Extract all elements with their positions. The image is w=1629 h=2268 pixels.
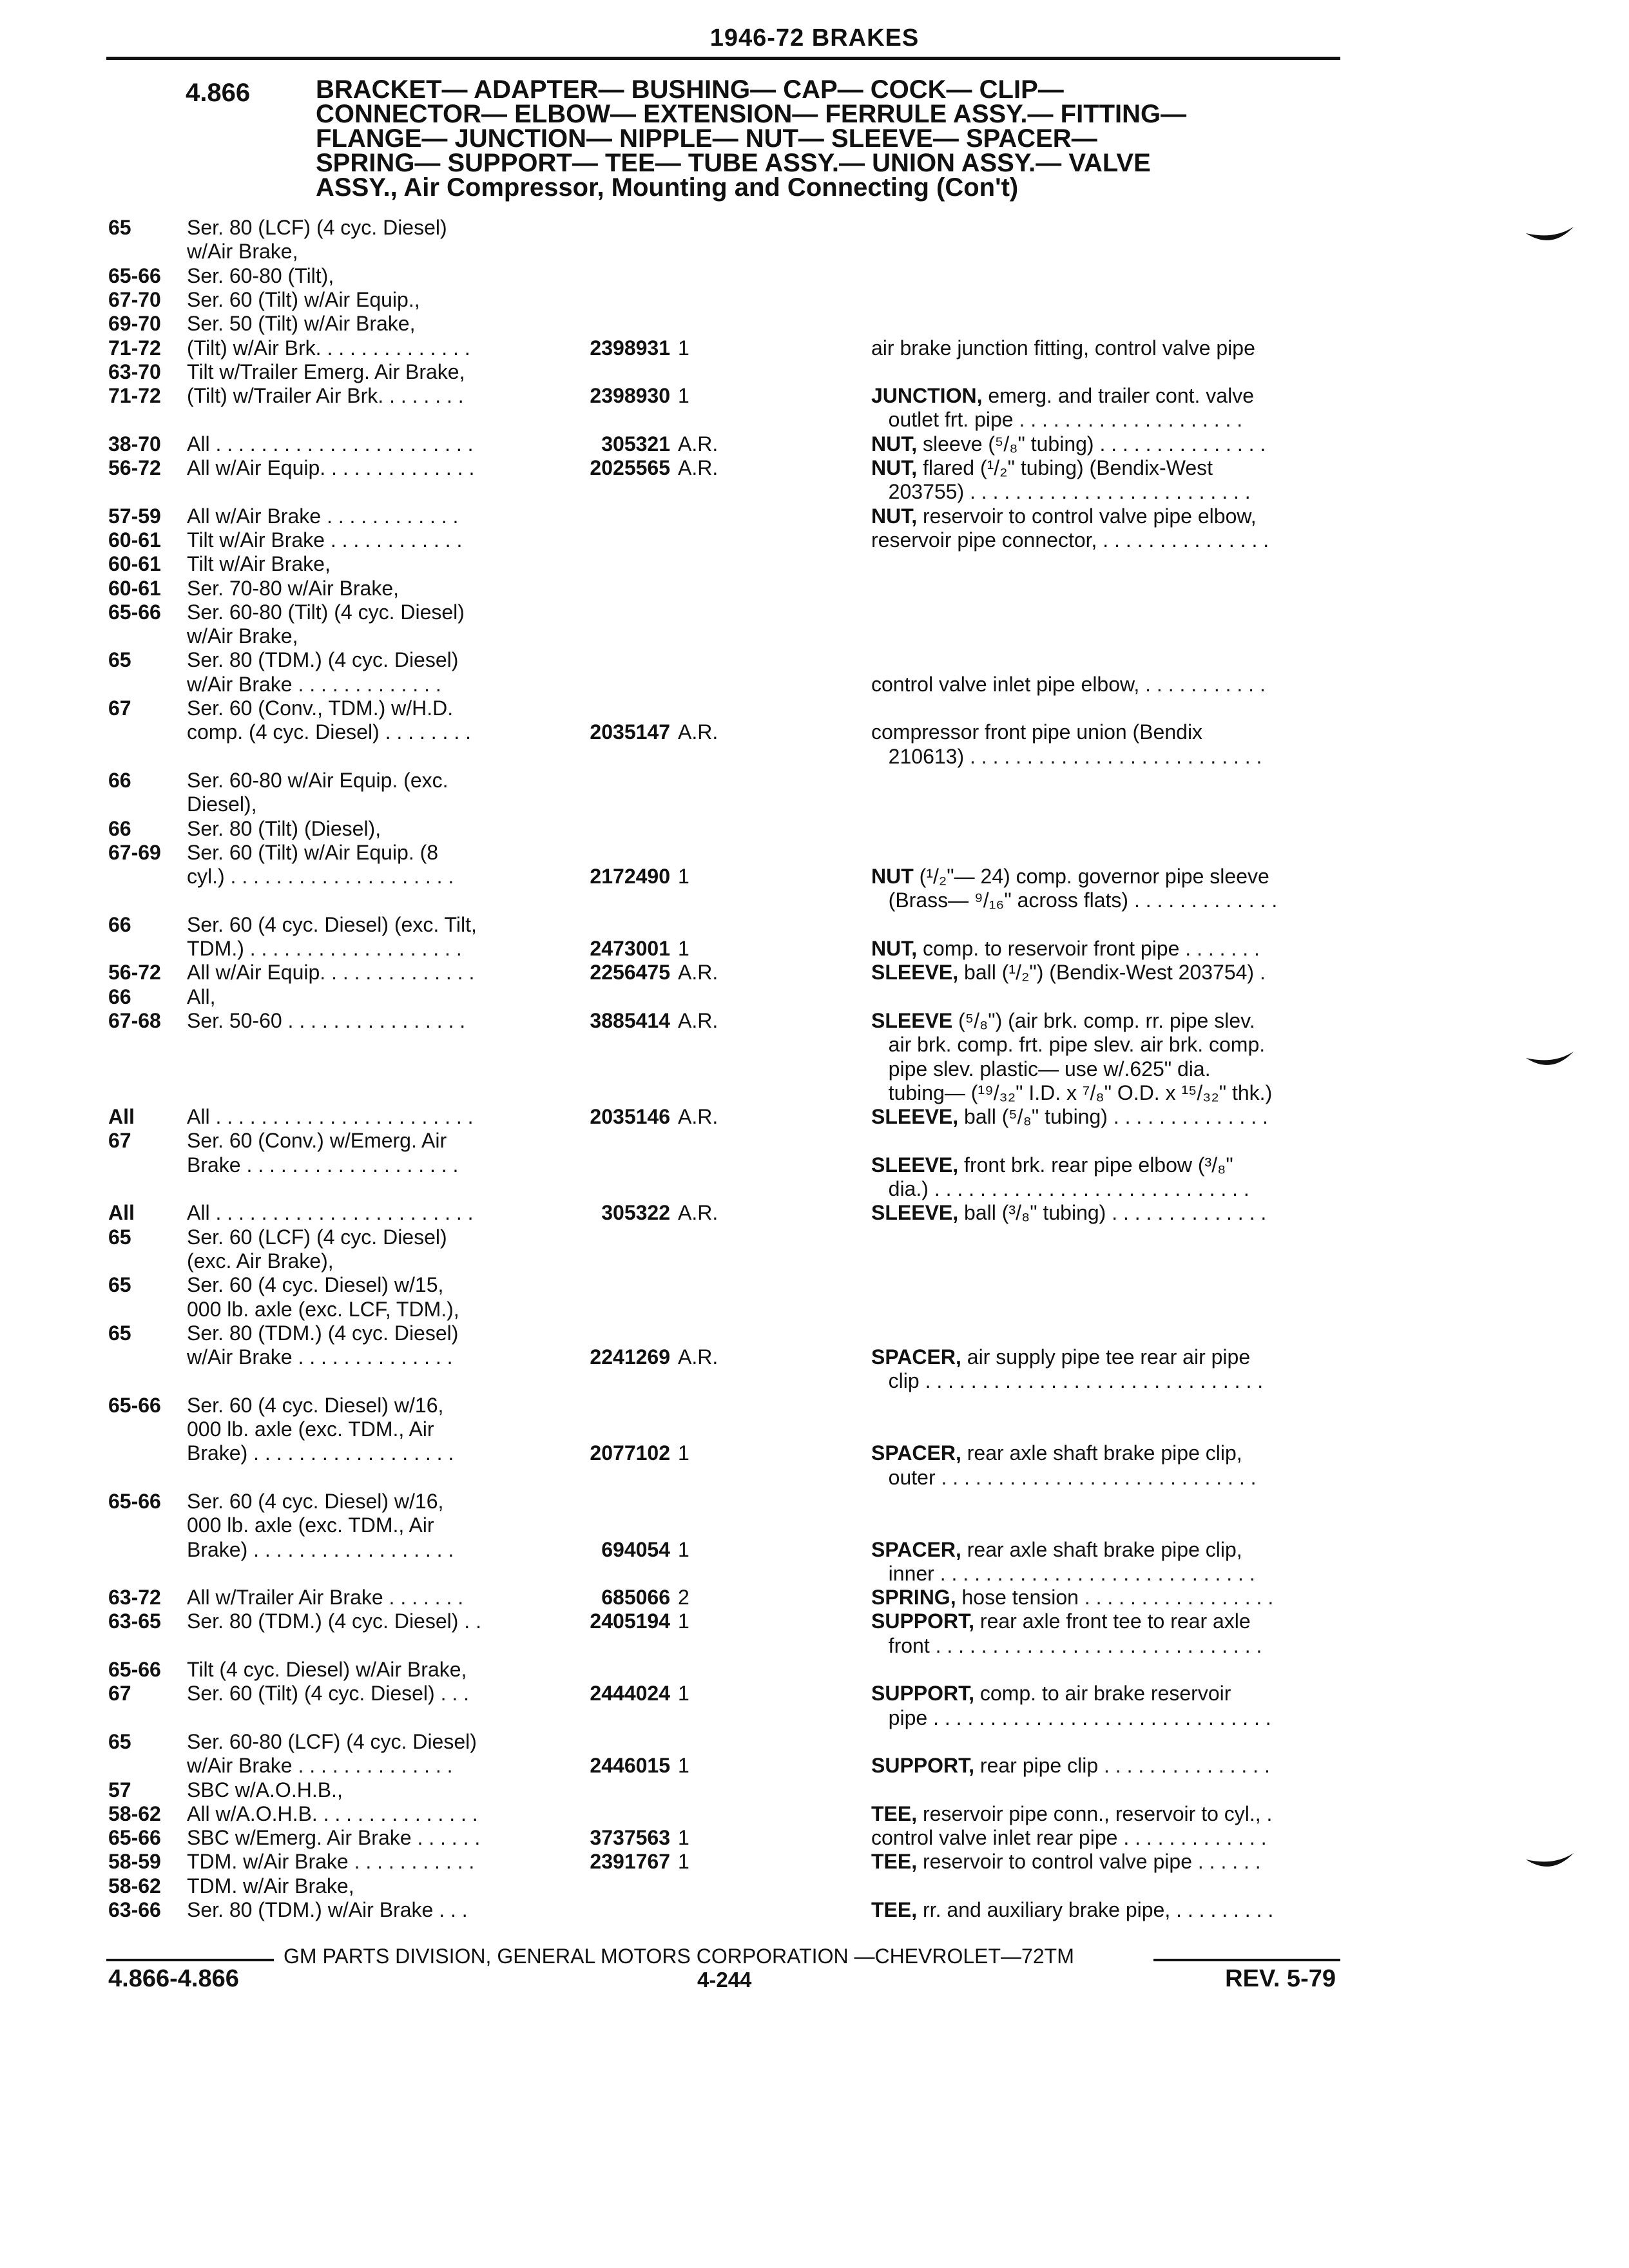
quantity: 1 — [678, 1537, 689, 1561]
application-description: Ser. 80 (Tilt) (Diesel), — [187, 816, 381, 840]
part-detail: ball (⁵/₈" tubing) . . . . . . . . . . . . . . — [958, 1105, 1268, 1129]
model-year: 65-66 — [108, 264, 161, 287]
part-detail: control valve inlet rear pipe . . . . . . . . . . . . . — [871, 1826, 1267, 1850]
part-number: 2444024 — [590, 1682, 670, 1706]
part-description — [871, 505, 1342, 528]
quantity: 1 — [678, 865, 689, 889]
part-description — [871, 1081, 1342, 1105]
part-number: 2473001 — [590, 937, 670, 960]
section-title-line: SPRING— SUPPORT— TEE— TUBE ASSY.— UNION ASSY.— VALVE — [316, 149, 1151, 177]
footer-range: 4.866-4.866 — [108, 1965, 239, 1992]
part-number: 2398930 — [590, 384, 670, 408]
application-description: (Tilt) w/Trailer Air Brk. . . . . . . . — [187, 384, 464, 408]
application-description: comp. (4 cyc. Diesel) . . . . . . . . — [187, 720, 471, 744]
part-description — [871, 432, 1342, 456]
model-year: 65-66 — [108, 1393, 161, 1417]
quantity: A.R. — [678, 1345, 718, 1369]
part-number: 2172490 — [590, 865, 670, 889]
part-detail: (Brass— ⁹/₁₆" across flats) . . . . . . . . . . . . . — [871, 889, 1278, 912]
part-description — [871, 1538, 1342, 1562]
application-description: Ser. 60 (4 cyc. Diesel) w/15, — [187, 1273, 444, 1297]
application-description: 000 lb. axle (exc. TDM., Air — [187, 1418, 434, 1441]
part-detail: (⁵/₈") (air brk. comp. rr. pipe slev. — [952, 1008, 1255, 1032]
application-description: cyl.) . . . . . . . . . . . . . . . . . . . . — [187, 865, 454, 889]
footer-rule-left — [106, 1959, 274, 1961]
model-year: 57 — [108, 1778, 131, 1802]
part-detail: comp. to air brake reservoir — [974, 1682, 1231, 1706]
model-year: 65 — [108, 1729, 131, 1753]
part-detail: compressor front pipe union (Bendix — [871, 720, 1203, 744]
application-description: Brake . . . . . . . . . . . . . . . . . . . — [187, 1153, 459, 1177]
application-description: Ser. 60-80 (Tilt) (4 cyc. Diesel) — [187, 600, 465, 624]
application-description: All w/A.O.H.B. . . . . . . . . . . . . . . — [187, 1802, 478, 1825]
model-year: 63-70 — [108, 360, 161, 383]
model-year: 58-62 — [108, 1802, 161, 1825]
part-description — [871, 336, 1342, 360]
part-name: SLEEVE, — [871, 961, 959, 985]
model-year: 58-62 — [108, 1874, 161, 1898]
model-year: 67 — [108, 1682, 131, 1706]
part-detail: air brk. comp. frt. pipe slev. air brk. comp. — [871, 1033, 1266, 1057]
part-description — [871, 673, 1342, 697]
quantity: 1 — [678, 1441, 689, 1465]
model-year: 67 — [108, 1129, 131, 1153]
application-description: All w/Air Brake . . . . . . . . . . . . — [187, 504, 459, 528]
part-detail: air brake junction fitting, control valve pipe — [871, 336, 1255, 360]
part-number: 2256475 — [590, 961, 670, 985]
part-detail: emerg. and trailer cont. valve — [982, 384, 1254, 408]
part-name: TEE, — [871, 1850, 918, 1874]
part-name: SLEEVE, — [871, 1105, 959, 1129]
part-detail: outlet frt. pipe . . . . . . . . . . . . . . . . . . . . — [871, 408, 1243, 432]
quantity: 2 — [678, 1586, 689, 1610]
part-number: 2391767 — [590, 1850, 670, 1874]
part-detail: flared (¹/₂" tubing) (Bendix-West — [917, 456, 1213, 479]
application-description: w/Air Brake . . . . . . . . . . . . . . — [187, 1345, 453, 1369]
quantity: A.R. — [678, 961, 718, 985]
model-year: 65 — [108, 1273, 131, 1297]
quantity: A.R. — [678, 720, 718, 744]
section-title-line: CONNECTOR— ELBOW— EXTENSION— FERRULE ASSY.— FITTING— — [316, 100, 1187, 128]
model-year: 60-61 — [108, 528, 161, 552]
part-name: SPACER, — [871, 1441, 961, 1465]
model-year: 63-66 — [108, 1898, 161, 1921]
part-name: SUPPORT, — [871, 1610, 975, 1633]
model-year: 60-61 — [108, 552, 161, 576]
part-number: 685066 — [601, 1586, 670, 1610]
part-description — [871, 1057, 1342, 1081]
part-detail: rr. and auxiliary brake pipe, . . . . . . . . . — [917, 1898, 1274, 1921]
model-year: 67 — [108, 697, 131, 720]
footer-division: GM PARTS DIVISION, GENERAL MOTORS CORPORATION —CHEVROLET—72TM — [284, 1945, 1074, 1968]
part-detail: tubing— (¹⁹/₃₂" I.D. x ⁷/₈" O.D. x ¹⁵/₃₂" thk.) — [871, 1081, 1273, 1104]
application-description: Brake) . . . . . . . . . . . . . . . . . . — [187, 1441, 454, 1465]
section-title — [316, 77, 1321, 200]
part-detail: 210613) . . . . . . . . . . . . . . . . . . . . . . . . . . — [871, 744, 1262, 768]
part-description — [871, 1826, 1342, 1850]
part-number: 305321 — [601, 432, 670, 456]
part-detail: rear axle shaft brake pipe clip, — [961, 1537, 1242, 1561]
quantity: 1 — [678, 384, 689, 408]
application-description: All . . . . . . . . . . . . . . . . . . . . . . . — [187, 1105, 474, 1129]
part-detail: clip . . . . . . . . . . . . . . . . . . . . . . . . . . . . . . — [871, 1369, 1264, 1393]
quantity: 1 — [678, 1754, 689, 1778]
part-detail: control valve inlet pipe elbow, . . . . . . . . . . . — [871, 672, 1266, 696]
application-description: Tilt w/Air Brake, — [187, 552, 331, 576]
part-detail: rear axle shaft brake pipe clip, — [961, 1441, 1242, 1465]
binder-mark — [1526, 1052, 1574, 1070]
part-description — [871, 1586, 1342, 1610]
application-description: Ser. 80 (TDM.) (4 cyc. Diesel) — [187, 648, 459, 672]
section-title-line: ASSY., Air Compressor, Mounting and Connecting (Con't) — [316, 173, 1019, 202]
part-name: SLEEVE — [871, 1008, 953, 1032]
application-description: Ser. 50-60 . . . . . . . . . . . . . . . . — [187, 1008, 466, 1032]
part-number: 3885414 — [590, 1008, 670, 1032]
model-year: 65-66 — [108, 1658, 161, 1681]
part-description — [871, 1754, 1342, 1778]
model-year: 60-61 — [108, 576, 161, 600]
part-description — [871, 1898, 1342, 1922]
application-description: All w/Air Equip. . . . . . . . . . . . . . — [187, 961, 475, 985]
application-description: w/Air Brake, — [187, 624, 298, 648]
application-description: All . . . . . . . . . . . . . . . . . . . . . . . — [187, 432, 474, 456]
model-year: 65-66 — [108, 600, 161, 624]
part-description — [871, 961, 1342, 985]
application-description: Diesel), — [187, 793, 257, 816]
part-number: 2241269 — [590, 1345, 670, 1369]
quantity: A.R. — [678, 1105, 718, 1129]
part-description — [871, 1634, 1342, 1658]
model-year: 66 — [108, 768, 131, 792]
model-year: 65 — [108, 1225, 131, 1249]
part-detail: hose tension . . . . . . . . . . . . . . . . . — [956, 1586, 1274, 1610]
application-description: Ser. 60 (Conv.) w/Emerg. Air — [187, 1129, 447, 1153]
part-number: 2405194 — [590, 1610, 670, 1633]
model-year: 67-70 — [108, 287, 161, 311]
part-description — [871, 1562, 1342, 1586]
model-year: 66 — [108, 912, 131, 936]
application-description: Ser. 80 (TDM.) (4 cyc. Diesel) . . — [187, 1610, 481, 1633]
application-description: (exc. Air Brake), — [187, 1249, 334, 1273]
application-description: Brake) . . . . . . . . . . . . . . . . . . — [187, 1537, 454, 1561]
model-year: 65 — [108, 1321, 131, 1345]
part-description — [871, 1610, 1342, 1633]
part-name: NUT — [871, 865, 914, 889]
part-description — [871, 1850, 1342, 1874]
part-detail: pipe slev. plastic— use w/.625" dia. — [871, 1057, 1211, 1081]
part-detail: 203755) . . . . . . . . . . . . . . . . . . . . . . . . . — [871, 480, 1251, 504]
part-detail: sleeve (⁵/₈" tubing) . . . . . . . . . . . . . . . — [917, 432, 1266, 456]
part-description — [871, 1682, 1342, 1706]
application-description: All, — [187, 985, 216, 1008]
part-description — [871, 1009, 1342, 1033]
application-description: All . . . . . . . . . . . . . . . . . . . . . . . — [187, 1201, 474, 1225]
application-description: Ser. 80 (LCF) (4 cyc. Diesel) — [187, 216, 447, 239]
part-name: SPACER, — [871, 1537, 961, 1561]
application-description: Ser. 60-80 (LCF) (4 cyc. Diesel) — [187, 1729, 477, 1753]
application-description: Ser. 60 (4 cyc. Diesel) (exc. Tilt, — [187, 912, 477, 936]
footer-page-number: 4-244 — [697, 1968, 752, 1992]
model-year: 71-72 — [108, 336, 161, 360]
part-detail: air supply pipe tee rear air pipe — [961, 1345, 1251, 1369]
part-name: TEE, — [871, 1802, 918, 1825]
application-description: TDM.) . . . . . . . . . . . . . . . . . . . — [187, 937, 462, 960]
application-description: TDM. w/Air Brake, — [187, 1874, 354, 1898]
part-name: SUPPORT, — [871, 1682, 975, 1706]
application-description: Ser. 60 (Tilt) w/Air Equip. (8 — [187, 840, 439, 864]
part-name: NUT, — [871, 456, 918, 479]
footer-revision: REV. 5-79 — [1225, 1965, 1336, 1992]
application-description: Ser. 60-80 (Tilt), — [187, 264, 334, 287]
section-number: 4.866 — [186, 79, 251, 107]
quantity: 1 — [678, 1850, 689, 1874]
model-year: 63-65 — [108, 1610, 161, 1633]
part-name: JUNCTION, — [871, 384, 983, 408]
quantity: 1 — [678, 937, 689, 960]
part-number: 3737563 — [590, 1826, 670, 1850]
model-year: 65 — [108, 648, 131, 672]
model-year: 65 — [108, 216, 131, 239]
application-description: Ser. 60 (Conv., TDM.) w/H.D. — [187, 697, 454, 720]
model-year: 65-66 — [108, 1826, 161, 1850]
part-description — [871, 1177, 1342, 1201]
header-rule — [106, 57, 1340, 60]
application-description: Ser. 60 (Tilt) w/Air Equip., — [187, 287, 420, 311]
model-year: 56-72 — [108, 456, 161, 479]
part-number: 2398931 — [590, 336, 670, 360]
part-detail: reservoir pipe conn., reservoir to cyl., . — [917, 1802, 1273, 1825]
part-number: 694054 — [601, 1537, 670, 1561]
part-description — [871, 1441, 1342, 1465]
part-description — [871, 937, 1342, 961]
model-year: 71-72 — [108, 384, 161, 408]
part-name: SPACER, — [871, 1345, 961, 1369]
part-detail: ball (¹/₂") (Bendix-West 203754) . — [958, 961, 1266, 985]
binder-mark — [1526, 1853, 1574, 1871]
part-description — [871, 745, 1342, 769]
application-description: Ser. 60 (4 cyc. Diesel) w/16, — [187, 1489, 444, 1513]
model-year: 56-72 — [108, 961, 161, 985]
part-name: SUPPORT, — [871, 1754, 975, 1778]
part-detail: rear axle front tee to rear axle — [974, 1610, 1251, 1633]
quantity: 1 — [678, 1682, 689, 1706]
part-description — [871, 1345, 1342, 1369]
part-description — [871, 456, 1342, 480]
page-header-title: 1946-72 BRAKES — [709, 24, 920, 52]
application-description: Tilt (4 cyc. Diesel) w/Air Brake, — [187, 1658, 467, 1681]
quantity: 1 — [678, 1826, 689, 1850]
model-year: 66 — [108, 985, 131, 1008]
part-detail: dia.) . . . . . . . . . . . . . . . . . . . . . . . . . . . . — [871, 1177, 1249, 1200]
part-description — [871, 889, 1342, 912]
application-description: w/Air Brake . . . . . . . . . . . . . . — [187, 1754, 453, 1778]
quantity: 1 — [678, 336, 689, 360]
section-title-line: FLANGE— JUNCTION— NIPPLE— NUT— SLEEVE— SPACER— — [316, 124, 1097, 153]
part-number: 2035146 — [590, 1105, 670, 1129]
section-title-line: BRACKET— ADAPTER— BUSHING— CAP— COCK— CLIP— — [316, 75, 1064, 104]
part-detail: reservoir to control valve pipe . . . . . . — [917, 1850, 1261, 1874]
quantity: A.R. — [678, 1201, 718, 1225]
part-name: SLEEVE, — [871, 1201, 959, 1225]
part-name: SLEEVE, — [871, 1153, 959, 1177]
application-description: Tilt w/Trailer Emerg. Air Brake, — [187, 360, 465, 383]
part-number: 2077102 — [590, 1441, 670, 1465]
model-year: 67-69 — [108, 840, 161, 864]
part-detail: reservoir pipe connector, . . . . . . . . . . . . . . . — [871, 528, 1269, 552]
binder-mark — [1526, 227, 1574, 245]
part-name: NUT, — [871, 937, 918, 960]
part-name: SPRING, — [871, 1586, 956, 1610]
model-year: 38-70 — [108, 432, 161, 456]
application-description: Tilt w/Air Brake . . . . . . . . . . . . — [187, 528, 463, 552]
part-description — [871, 528, 1342, 552]
model-year: All — [108, 1105, 135, 1129]
part-detail: reservoir to control valve pipe elbow, — [917, 504, 1257, 528]
part-name: TEE, — [871, 1898, 918, 1921]
model-year: 57-59 — [108, 504, 161, 528]
application-description: Ser. 60-80 w/Air Equip. (exc. — [187, 768, 448, 792]
part-description — [871, 1369, 1342, 1393]
part-number: 2025565 — [590, 456, 670, 479]
quantity: 1 — [678, 1610, 689, 1633]
application-description: SBC w/A.O.H.B., — [187, 1778, 343, 1802]
application-description: SBC w/Emerg. Air Brake . . . . . . — [187, 1826, 481, 1850]
part-description — [871, 1153, 1342, 1177]
part-number: 2446015 — [590, 1754, 670, 1778]
part-detail: front brk. rear pipe elbow (³/₈" — [958, 1153, 1233, 1177]
part-description — [871, 408, 1342, 432]
application-description: All w/Air Equip. . . . . . . . . . . . . . — [187, 456, 475, 479]
part-detail: pipe . . . . . . . . . . . . . . . . . . . . . . . . . . . . . . — [871, 1706, 1271, 1729]
application-description: 000 lb. axle (exc. LCF, TDM.), — [187, 1297, 459, 1321]
part-description — [871, 865, 1342, 889]
part-number: 2035147 — [590, 720, 670, 744]
part-description — [871, 1105, 1342, 1129]
part-description — [871, 1201, 1342, 1225]
part-description — [871, 720, 1342, 744]
part-description — [871, 1466, 1342, 1490]
model-year: 63-72 — [108, 1586, 161, 1610]
application-description: TDM. w/Air Brake . . . . . . . . . . . — [187, 1850, 475, 1874]
part-detail: front . . . . . . . . . . . . . . . . . . . . . . . . . . . . . — [871, 1633, 1262, 1657]
part-description — [871, 1706, 1342, 1730]
part-detail: inner . . . . . . . . . . . . . . . . . . . . . . . . . . . . — [871, 1561, 1255, 1585]
footer-rule-right — [1153, 1959, 1340, 1961]
model-year: 65-66 — [108, 1489, 161, 1513]
model-year: 66 — [108, 816, 131, 840]
part-name: NUT, — [871, 432, 918, 456]
part-description — [871, 1033, 1342, 1057]
part-description — [871, 384, 1342, 408]
part-number: 305322 — [601, 1201, 670, 1225]
application-description: Ser. 80 (TDM.) (4 cyc. Diesel) — [187, 1321, 459, 1345]
application-description: (Tilt) w/Air Brk. . . . . . . . . . . . . . — [187, 336, 470, 360]
quantity: A.R. — [678, 1008, 718, 1032]
model-year: 58-59 — [108, 1850, 161, 1874]
part-description — [871, 480, 1342, 504]
part-detail: comp. to reservoir front pipe . . . . . . . — [917, 937, 1260, 960]
part-detail: (¹/₂"— 24) comp. governor pipe sleeve — [913, 865, 1269, 889]
quantity: A.R. — [678, 432, 718, 456]
part-name: NUT, — [871, 504, 918, 528]
application-description: Ser. 60 (4 cyc. Diesel) w/16, — [187, 1393, 444, 1417]
part-detail: ball (³/₈" tubing) . . . . . . . . . . . . . . — [958, 1201, 1267, 1225]
part-description — [871, 1802, 1342, 1826]
application-description: All w/Trailer Air Brake . . . . . . . — [187, 1586, 464, 1610]
application-description: 000 lb. axle (exc. TDM., Air — [187, 1514, 434, 1537]
application-description: Ser. 70-80 w/Air Brake, — [187, 576, 400, 600]
model-year: 69-70 — [108, 312, 161, 336]
application-description: Ser. 50 (Tilt) w/Air Brake, — [187, 312, 416, 336]
model-year: All — [108, 1201, 135, 1225]
application-description: w/Air Brake . . . . . . . . . . . . . — [187, 672, 441, 696]
part-detail: rear pipe clip . . . . . . . . . . . . . . . — [974, 1754, 1270, 1778]
application-description: Ser. 60 (Tilt) (4 cyc. Diesel) . . . — [187, 1682, 470, 1706]
application-description: Ser. 80 (TDM.) w/Air Brake . . . — [187, 1898, 468, 1921]
part-detail: outer . . . . . . . . . . . . . . . . . . . . . . . . . . . . — [871, 1465, 1257, 1489]
application-description: w/Air Brake, — [187, 240, 298, 264]
model-year: 67-68 — [108, 1008, 161, 1032]
application-description: Ser. 60 (LCF) (4 cyc. Diesel) — [187, 1225, 447, 1249]
quantity: A.R. — [678, 456, 718, 479]
